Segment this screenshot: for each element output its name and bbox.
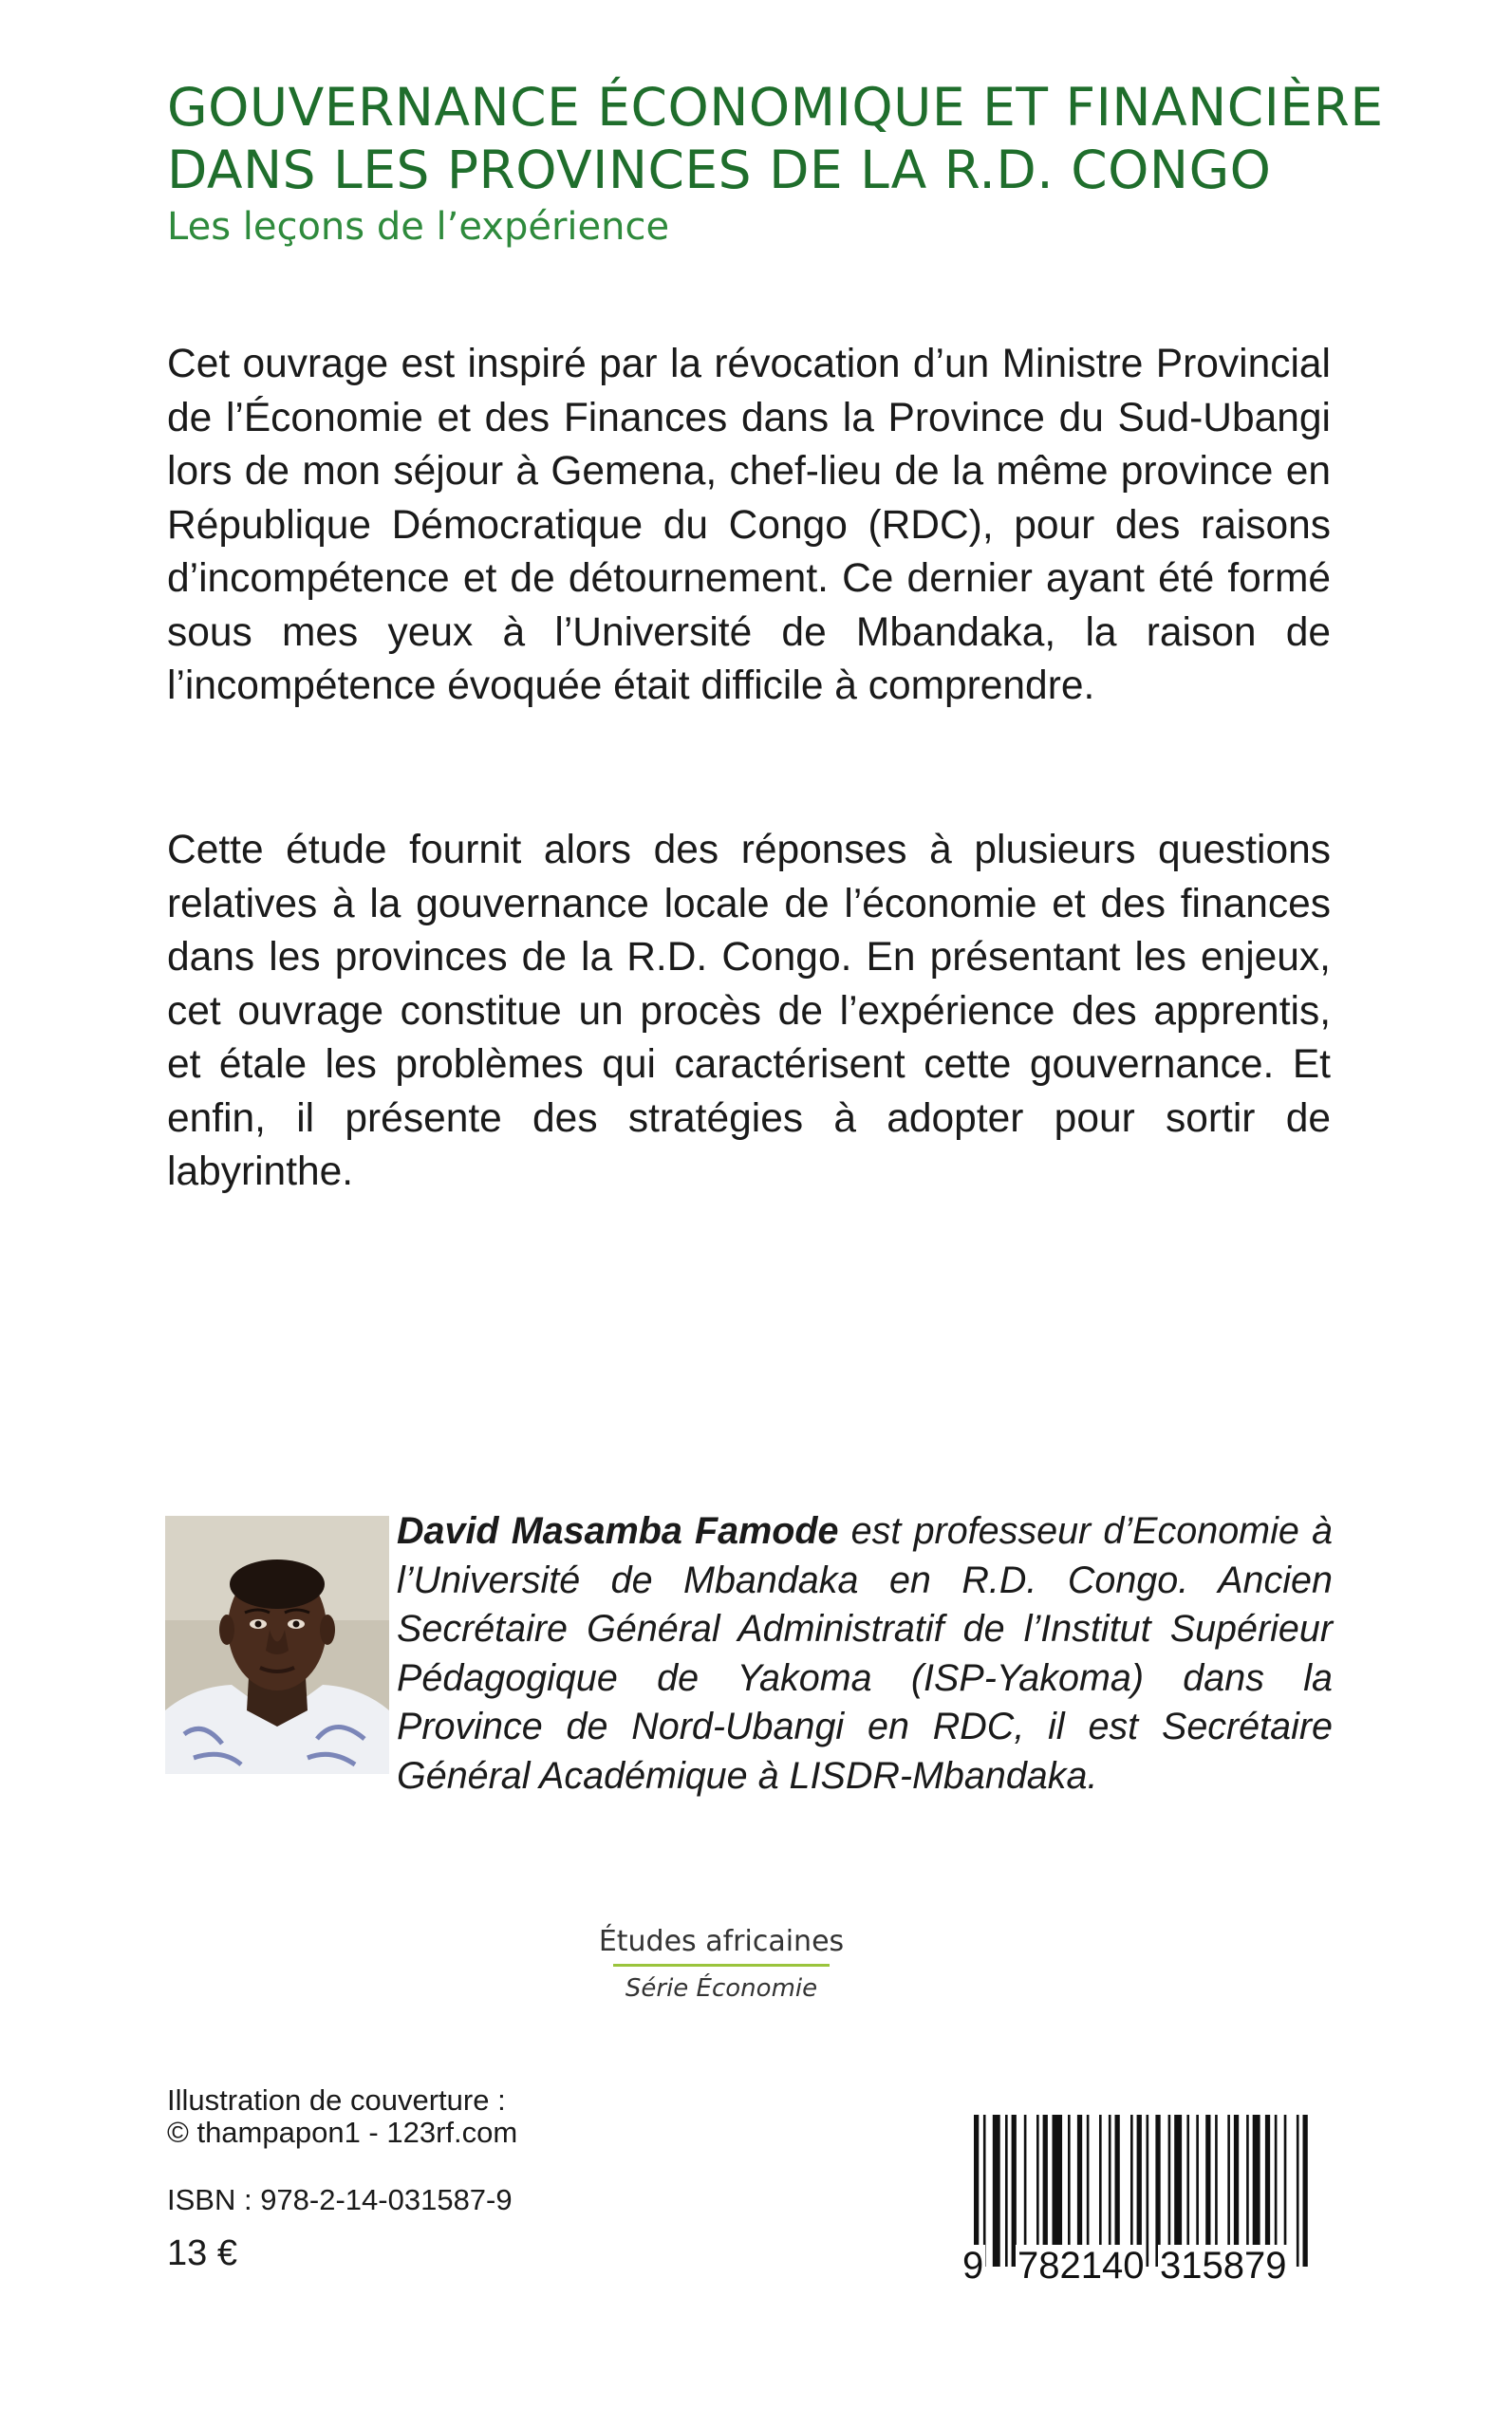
book-title xyxy=(167,76,1384,201)
cover-illustration-credit-label: Illustration de couverture : xyxy=(167,2083,506,2117)
author-bio xyxy=(397,1507,1333,1802)
author-name: David Masamba Famode xyxy=(397,1510,839,1552)
collection-name: Études africaines xyxy=(598,1925,845,1958)
author-bio-text: est professeur d’Economie à l’Université de Mbandaka en R.D. Congo. Ancien Secrétaire Général Administratif de l’Institut Supérieur Pédagogique de Yakoma (ISP-Yakoma) dans la Province de Nord-Ubangi en RDC, il est Secrétaire Général Académique à LISDR-Mbandaka. xyxy=(397,1510,1333,1797)
summary-paragraph-1: Cet ouvrage est inspiré par la révocation d’un Ministre Provincial de l’Économie et des Finances dans la Province du Sud-Ubangi lors de mon séjour à Gemena, chef-lieu de la même province en République Démocratique du Congo (RDC), pour des raisons d’incompétence et de détournement. Ce dernier ayant été formé sous mes yeux à l’Université de Mbandaka, la raison de l’incompétence évoquée était difficile à comprendre. xyxy=(167,342,1331,708)
isbn: ISBN : 978-2-14-031587-9 xyxy=(167,2183,513,2216)
barcode-digits xyxy=(959,2245,1329,2302)
collection-series: Série Économie xyxy=(625,1974,818,2003)
barcode-digit-first: 9 xyxy=(962,2245,984,2287)
summary-paragraph-2: Cette étude fournit alors des réponses à plusieurs questions relatives à la gouvernance locale de l’économie et des finances dans les provinces de la R.D. Congo. En présentant les enjeux, cet ouvrage constitue un procès de l’expérience des apprentis, et étale les problèmes qui caractérisent cette gouvernance. Et enfin, il présente des stratégies à adopter pour sortir de labyrinthe. xyxy=(167,828,1331,1194)
book-subtitle: Les leçons de l’expérience xyxy=(167,205,670,249)
cover-illustration-credit: © thampapon1 - 123rf.com xyxy=(167,2116,518,2149)
author-portrait-image xyxy=(165,1516,389,1774)
barcode-group-left: 782140 xyxy=(1017,2245,1145,2287)
collection-logo xyxy=(569,1924,873,2005)
book-title-line-2: DANS LES PROVINCES DE LA R.D. CONGO xyxy=(167,140,1272,200)
book-title-line-1: GOUVERNANCE ÉCONOMIQUE ET FINANCIÈRE xyxy=(167,77,1384,138)
price: 13 € xyxy=(167,2233,237,2273)
collection-divider xyxy=(613,1964,830,1967)
author-photo xyxy=(165,1516,389,1774)
barcode-group-right: 315879 xyxy=(1160,2245,1287,2287)
